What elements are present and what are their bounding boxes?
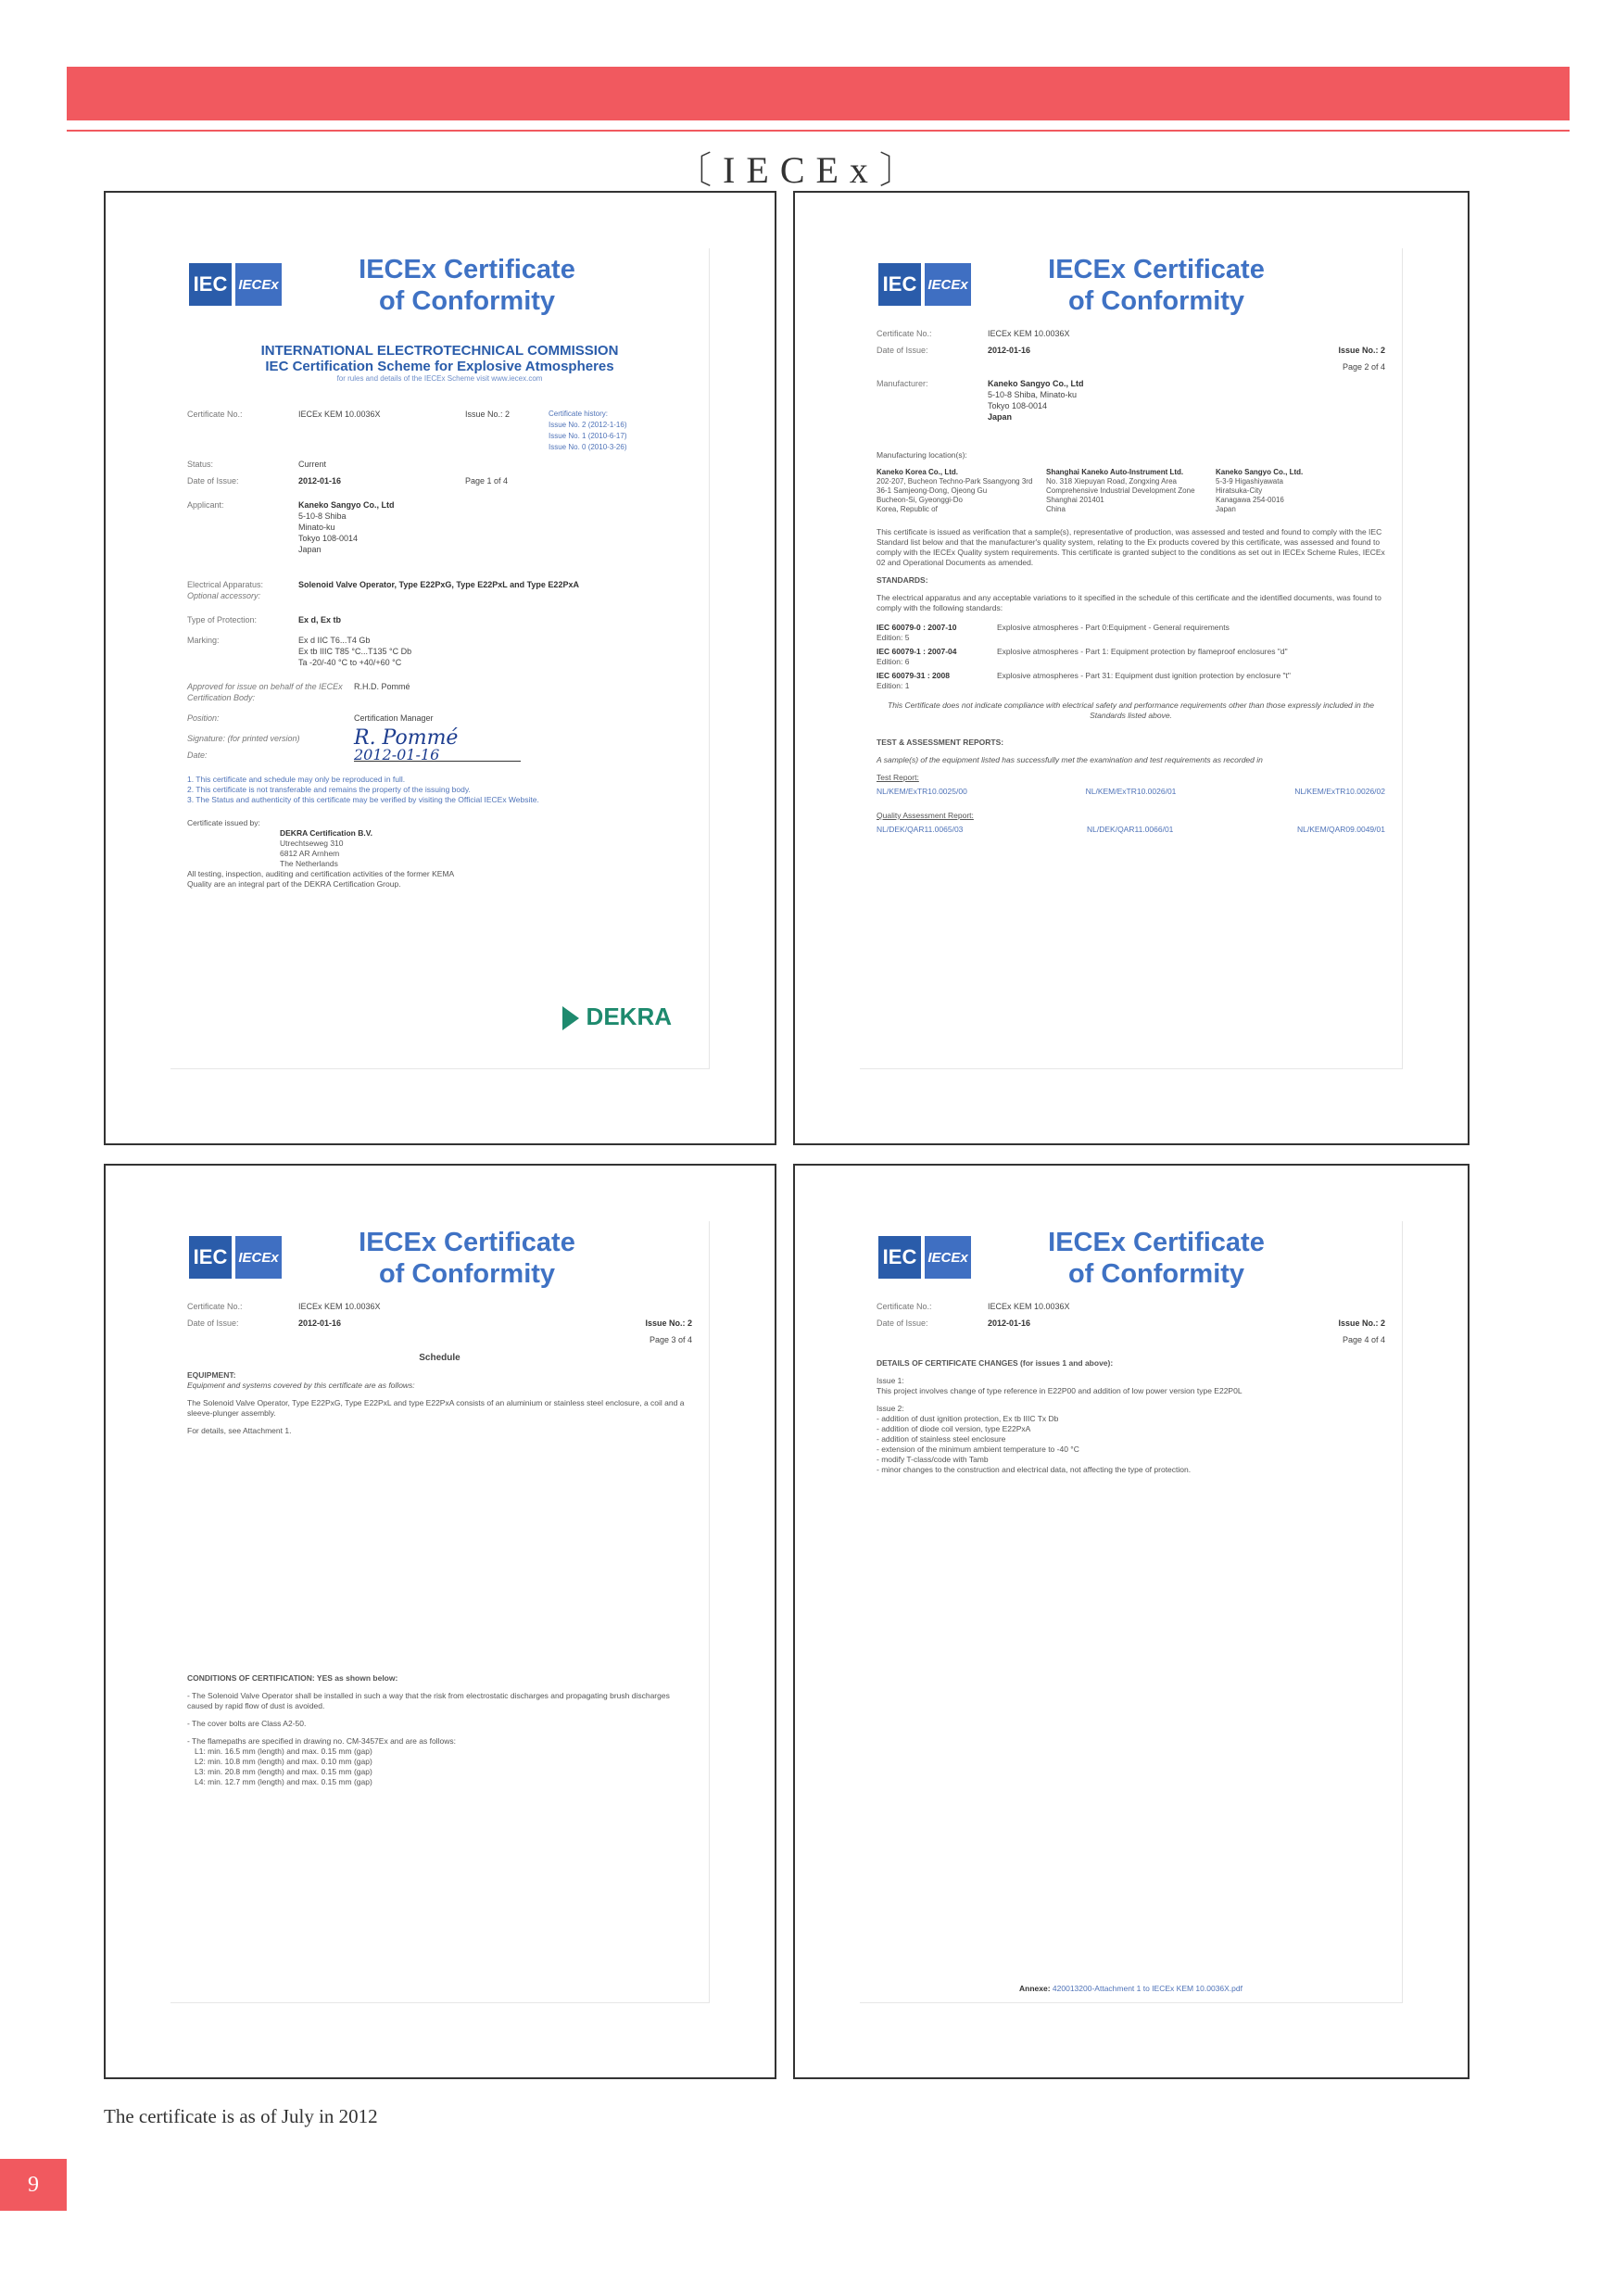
approved-by: R.H.D. Pommé — [354, 682, 410, 691]
standards-text: The electrical apparatus and any acceptable variations to it specified in the schedule of this certificate and the identified documents, was found to comply with the following standards: — [877, 593, 1381, 612]
condition-item: - The cover bolts are Class A2-50. — [187, 1719, 307, 1728]
page-of: Page 1 of 4 — [465, 476, 509, 486]
dekra-text: DEKRA — [586, 1003, 672, 1030]
iec-logo: IEC — [189, 1236, 232, 1279]
schedule-title: Schedule — [419, 1353, 460, 1363]
page-number: 9 — [0, 2159, 67, 2211]
cert-title-line-2: of Conformity — [378, 286, 556, 316]
apparatus-label — [187, 579, 298, 601]
date-label: Date of Issue: — [877, 1318, 928, 1328]
apparatus-label-text: Electrical Apparatus: — [187, 580, 264, 589]
iec-logo: IEC — [878, 1236, 921, 1279]
approved-row — [187, 681, 692, 703]
commission-name: INTERNATIONAL ELECTROTECHNICAL COMMISSION — [260, 343, 619, 359]
apparatus-sub: Optional accessory: — [187, 591, 261, 600]
annex-link[interactable]: 420013200-Attachment 1 to IECEx KEM 10.0036X.pdf — [1052, 1984, 1242, 1993]
date-sig-row — [187, 746, 692, 763]
standard-item — [877, 647, 1385, 667]
cert-no: IECEx KEM 10.0036X — [298, 1302, 381, 1311]
note-item: 1. This certificate and schedule may only be reproduced in full. — [187, 775, 406, 784]
issuer-block — [187, 818, 692, 889]
test-report-link[interactable]: NL/KEM/ExTR10.0026/01 — [1085, 787, 1177, 796]
location-line: China — [1046, 505, 1066, 513]
flamepath-item: L1: min. 16.5 mm (length) and max. 0.15 mm (gap) — [195, 1747, 372, 1756]
standard-code — [877, 647, 997, 667]
marking-line: Ex d IIC T6...T4 Gb — [298, 636, 371, 645]
cert-title-line-1: IECEx Certificate — [1048, 255, 1265, 284]
test-report-link[interactable]: NL/KEM/ExTR10.0026/02 — [1294, 787, 1385, 796]
date-value: 2012-01-16 — [988, 346, 1031, 355]
standard-edition: Edition: 6 — [877, 657, 910, 666]
location-line: No. 318 Xiepuyan Road, Zongxing Area — [1046, 477, 1177, 486]
date-sig: 2012-01-16 — [354, 750, 521, 762]
cert-header — [860, 248, 1402, 322]
standard-desc: Explosive atmospheres - Part 0:Equipment - General requirements — [997, 623, 1230, 632]
date-row — [187, 1318, 692, 1329]
certificate-sheet — [860, 1221, 1403, 2003]
scheme-name: IEC Certification Scheme for Explosive Atmospheres — [265, 359, 614, 374]
status-value: Current — [298, 460, 327, 469]
cert-title-line-2: of Conformity — [1067, 286, 1245, 316]
section-title: 〔IECEx〕 — [675, 149, 927, 191]
note-item: 2. This certificate is not transferable and remains the property of the issuing body. — [187, 785, 471, 794]
cert-header — [170, 1221, 709, 1295]
marking-label: Marking: — [187, 636, 220, 645]
protection-label: Type of Protection: — [187, 615, 258, 624]
change-item: - minor changes to the construction and electrical data, not affecting the type of protection. — [877, 1465, 1192, 1474]
position: Certification Manager — [354, 713, 434, 723]
certificate-page-4 — [793, 1164, 1470, 2079]
location-line: 36-1 Samjeong-Dong, Ojeong Gu — [877, 486, 988, 495]
address-line: Tokyo 108-0014 — [298, 534, 359, 543]
certificate-page-2 — [793, 191, 1470, 1145]
issuer-note: All testing, inspection, auditing and certification activities of the former KEMA Quality are an integral part of the DEKRA Certification Group. — [187, 869, 454, 889]
iecex-logo: IECEx — [925, 263, 971, 306]
issue1-label: Issue 1: — [877, 1376, 904, 1385]
protection: Ex d, Ex tb — [298, 615, 342, 624]
annex — [860, 1984, 1402, 1993]
cert-title-line-2: of Conformity — [1067, 1259, 1245, 1289]
change-item: - extension of the minimum ambient temperature to -40 °C — [877, 1444, 1079, 1454]
qar-link[interactable]: NL/DEK/QAR11.0066/01 — [1087, 825, 1174, 834]
applicant-row — [187, 499, 692, 555]
signature-label: Signature: (for printed version) — [187, 734, 300, 743]
location-line: Kaneko Korea Co., Ltd. — [877, 468, 959, 476]
test-report-label: Test Report: — [877, 773, 919, 782]
cert-title — [319, 1227, 615, 1290]
changes-title: DETAILS OF CERTIFICATE CHANGES (for issues 1 and above): — [877, 1358, 1114, 1368]
applicant — [298, 499, 692, 555]
location-line: Japan — [1216, 505, 1236, 513]
note-item: 3. The Status and authenticity of this certificate may be verified by visiting the Official IECEx Website. — [187, 795, 539, 804]
standard-code-text: IEC 60079-0 : 2007-10 — [877, 623, 957, 632]
change-item: - addition of stainless steel enclosure — [877, 1434, 1006, 1444]
issue-no: Issue No.: 2 — [465, 410, 511, 419]
certificate-sheet — [170, 1221, 710, 2003]
qar-link[interactable]: NL/DEK/QAR11.0065/03 — [877, 825, 964, 834]
qar-link[interactable]: NL/KEM/QAR09.0049/01 — [1297, 825, 1385, 834]
location-line: Kanagawa 254-0016 — [1216, 496, 1284, 504]
iecex-logo: IECEx — [235, 263, 282, 306]
history-item: Issue No. 0 (2010-3-26) — [549, 443, 627, 451]
issued-by-label: Certificate issued by: — [187, 818, 260, 827]
location-item — [1046, 468, 1216, 514]
certificate-page-3 — [104, 1164, 776, 2079]
certificate-sheet — [860, 248, 1403, 1069]
cert-no-label: Certificate No.: — [877, 1302, 932, 1311]
notes — [187, 775, 692, 805]
standard-edition: Edition: 5 — [877, 633, 910, 642]
date-value: 2012-01-16 — [988, 1318, 1031, 1328]
page-of: Page 2 of 4 — [1342, 362, 1385, 372]
cert-title — [1008, 1227, 1305, 1290]
equipment-title: EQUIPMENT: — [187, 1370, 236, 1380]
locations-label: Manufacturing location(s): — [877, 450, 967, 460]
manufacturer — [988, 378, 1385, 423]
cert-no-row — [877, 1301, 1385, 1312]
cert-title-line-1: IECEx Certificate — [359, 1228, 575, 1257]
history-item: Issue No. 2 (2012-1-16) — [549, 421, 627, 429]
standard-desc: Explosive atmospheres - Part 31: Equipment dust ignition protection by enclosure "t" — [997, 671, 1291, 680]
cert-no: IECEx KEM 10.0036X — [988, 1302, 1070, 1311]
marking — [298, 635, 692, 668]
cert-no-label: Certificate No.: — [877, 329, 932, 338]
status-label: Status: — [187, 460, 214, 469]
issue-no: Issue No.: 2 — [1338, 346, 1385, 355]
change-item: - addition of diode coil version, type E22PxA — [877, 1424, 1031, 1433]
condition-item: - The Solenoid Valve Operator shall be installed in such a way that the risk from electrostatic discharges and propagating brush discharges caused by rapid flow of dust is avoided. — [187, 1691, 670, 1710]
location-line: Comprehensive Industrial Development Zone — [1046, 486, 1195, 495]
date-row — [877, 345, 1385, 356]
standard-item — [877, 671, 1385, 691]
condition-item: - The flamepaths are specified in drawing no. CM-3457Ex and are as follows: — [187, 1736, 456, 1746]
cert-title — [1008, 254, 1305, 317]
flamepath-item: L3: min. 20.8 mm (length) and max. 0.15 mm (gap) — [195, 1767, 372, 1776]
applicant-name: Kaneko Sangyo Co., Ltd — [298, 500, 395, 510]
approved-label: Approved for issue on behalf of the IECEx Certification Body: — [187, 682, 343, 702]
issued-text: This certificate is issued as verification that a sample(s), representative of production, was assessed and tested and found to comply with the IEC Standard list below and that the manufacturer's quality system, relating to the Ex products covered by this certificate, was assessed and found to comply with the IECEx Quality system requirements. This certificate is granted subject to the conditions as set out in IECEx Scheme Rules, IECEx 02 and Operational Documents as amended. — [877, 527, 1385, 567]
address-line: Tokyo 108-0014 — [988, 401, 1048, 410]
page-of: Page 4 of 4 — [1342, 1335, 1385, 1344]
status-row — [187, 459, 692, 470]
standards-title: STANDARDS: — [877, 575, 928, 585]
location-line: Kaneko Sangyo Co., Ltd. — [1216, 468, 1304, 476]
location-line: Korea, Republic of — [877, 505, 938, 513]
iec-logo: IEC — [878, 263, 921, 306]
dekra-arrow-icon — [562, 1006, 579, 1030]
test-reports — [877, 787, 1385, 796]
cert-no: IECEx KEM 10.0036X — [988, 329, 1070, 338]
iec-logo: IEC — [189, 263, 232, 306]
issue2-list — [877, 1414, 1385, 1475]
address-line: Minato-ku — [298, 523, 335, 532]
certificate-sheet — [170, 248, 710, 1069]
change-item: - modify T-class/code with Tamb — [877, 1455, 989, 1464]
location-line: Shanghai 201401 — [1046, 496, 1104, 504]
location-line: Hiratsuka-City — [1216, 486, 1263, 495]
date-value: 2012-01-16 — [298, 476, 342, 486]
issuer-line: The Netherlands — [280, 859, 338, 868]
address-line: Japan — [298, 545, 322, 554]
location-line: Shanghai Kaneko Auto-Instrument Ltd. — [1046, 468, 1184, 476]
conditions-title: CONDITIONS OF CERTIFICATION: YES as shown below: — [187, 1673, 398, 1683]
date-label: Date of Issue: — [187, 1318, 239, 1328]
cert-header — [860, 1221, 1402, 1295]
cert-title-line-1: IECEx Certificate — [1048, 1228, 1265, 1257]
apparatus-row — [187, 579, 692, 601]
dekra-logo — [562, 1003, 672, 1031]
page-of: Page 3 of 4 — [649, 1335, 692, 1344]
flamepath-item: L4: min. 12.7 mm (length) and max. 0.15 mm (gap) — [195, 1777, 372, 1786]
standard-code — [877, 623, 997, 643]
cert-no: IECEx KEM 10.0036X — [298, 410, 381, 419]
header-bar — [67, 67, 1570, 120]
qar-label: Quality Assessment Report: — [877, 811, 974, 820]
history-item: Issue No. 1 (2010-6-17) — [549, 432, 627, 440]
details-text: For details, see Attachment 1. — [187, 1426, 292, 1435]
location-line: Bucheon-Si, Gyeonggi-Do — [877, 496, 963, 504]
location-item — [1216, 468, 1385, 514]
address-line: 5-10-8 Shiba, Minato-ku — [988, 390, 1078, 399]
address-line: 5-10-8 Shiba — [298, 511, 347, 521]
cert-title-line-2: of Conformity — [378, 1259, 556, 1289]
standard-desc: Explosive atmospheres - Part 1: Equipment protection by flameproof enclosures "d" — [997, 647, 1288, 656]
standard-edition: Edition: 1 — [877, 681, 910, 690]
cert-no-row — [187, 409, 692, 453]
reports-text: A sample(s) of the equipment listed has successfully met the examination and test requirements as recorded in — [877, 755, 1263, 764]
cert-no-row — [187, 1301, 692, 1312]
applicant-label: Applicant: — [187, 500, 224, 510]
flamepaths — [195, 1747, 692, 1787]
iecex-logo: IECEx — [235, 1236, 282, 1279]
cert-no-label: Certificate No.: — [187, 1302, 243, 1311]
manufacturer-name: Kaneko Sangyo Co., Ltd — [988, 379, 1084, 388]
annex-label: Annexe: — [1019, 1984, 1051, 1993]
cert-no-label: Certificate No.: — [187, 410, 243, 419]
location-item — [877, 468, 1046, 514]
signature: R. Pommé — [354, 726, 459, 750]
issue2-label: Issue 2: — [877, 1404, 904, 1413]
issuer-line: DEKRA Certification B.V. — [280, 828, 372, 838]
position-label: Position: — [187, 713, 220, 723]
cert-header — [170, 248, 709, 322]
equipment-text: The Solenoid Valve Operator, Type E22PxG, Type E22PxL and type E22PxA consists of an aluminium or stainless steel enclosure, a coil and a sleeve-plunger assembly. — [187, 1398, 685, 1418]
location-line: 5-3-9 Higashiyawata — [1216, 477, 1283, 486]
position-row — [187, 713, 692, 724]
standard-code-text: IEC 60079-1 : 2007-04 — [877, 647, 957, 656]
page-row — [877, 1334, 1385, 1345]
standards-list — [877, 623, 1385, 691]
standard-code-text: IEC 60079-31 : 2008 — [877, 671, 950, 680]
marking-line: Ta -20/-40 °C to +40/+60 °C — [298, 658, 402, 667]
cert-history — [549, 409, 692, 453]
spacer — [170, 1444, 709, 1666]
standard-code — [877, 671, 997, 691]
reports-title: TEST & ASSESSMENT REPORTS: — [877, 738, 1004, 747]
locations — [877, 468, 1385, 514]
issue1-text: This project involves change of type reference in E22P00 and addition of low power version type E22P0L — [877, 1386, 1242, 1395]
change-item: - addition of dust ignition protection, Ex tb IIIC Tx Db — [877, 1414, 1059, 1423]
cert-title — [319, 254, 615, 317]
standard-item — [877, 623, 1385, 643]
marking-row — [187, 635, 692, 668]
issuer-line: Utrechtseweg 310 — [280, 839, 344, 848]
marking-line: Ex tb IIIC T85 °C...T135 °C Db — [298, 647, 412, 656]
apparatus: Solenoid Valve Operator, Type E22PxG, Type E22PxL and Type E22PxA — [298, 580, 579, 589]
commission-title — [170, 343, 709, 374]
iecex-logo: IECEx — [925, 1236, 971, 1279]
date-label: Date of Issue: — [877, 346, 928, 355]
manufacturer-label: Manufacturer: — [877, 379, 928, 388]
qar-reports — [877, 825, 1385, 834]
equipment-sub: Equipment and systems covered by this certificate are as follows: — [187, 1381, 415, 1390]
certificate-page-1 — [104, 191, 776, 1145]
footer-caption: The certificate is as of July in 2012 — [104, 2105, 378, 2127]
issue-no: Issue No.: 2 — [1338, 1318, 1385, 1328]
issuer-line: 6812 AR Arnhem — [280, 849, 340, 858]
rules-note: for rules and details of the IECEx Scheme visit www.iecex.com — [336, 374, 543, 383]
date-value: 2012-01-16 — [298, 1318, 342, 1328]
signature-row — [187, 726, 692, 750]
page-row — [877, 361, 1385, 372]
page-row — [187, 1334, 692, 1345]
flamepath-item: L2: min. 10.8 mm (length) and max. 0.10 mm (gap) — [195, 1757, 372, 1766]
protection-row — [187, 614, 692, 625]
standards-note: This Certificate does not indicate compliance with electrical safety and performance requirements other than those expressly included in the Standards listed above. — [888, 700, 1374, 720]
test-report-link[interactable]: NL/KEM/ExTR10.0025/00 — [877, 787, 967, 796]
history-title: Certificate history: — [549, 410, 609, 418]
cert-title-line-1: IECEx Certificate — [359, 255, 575, 284]
cert-no-row — [877, 328, 1385, 339]
manufacturer-row — [877, 378, 1385, 423]
address-line: Japan — [988, 412, 1013, 422]
date-label: Date of Issue: — [187, 476, 239, 486]
date-row — [187, 475, 692, 486]
date-sig-label: Date: — [187, 751, 208, 760]
location-line: 202-207, Bucheon Techno-Park Ssangyong 3rd — [877, 477, 1033, 486]
issue-no: Issue No.: 2 — [645, 1318, 692, 1328]
header-rule — [67, 130, 1570, 132]
date-row — [877, 1318, 1385, 1329]
